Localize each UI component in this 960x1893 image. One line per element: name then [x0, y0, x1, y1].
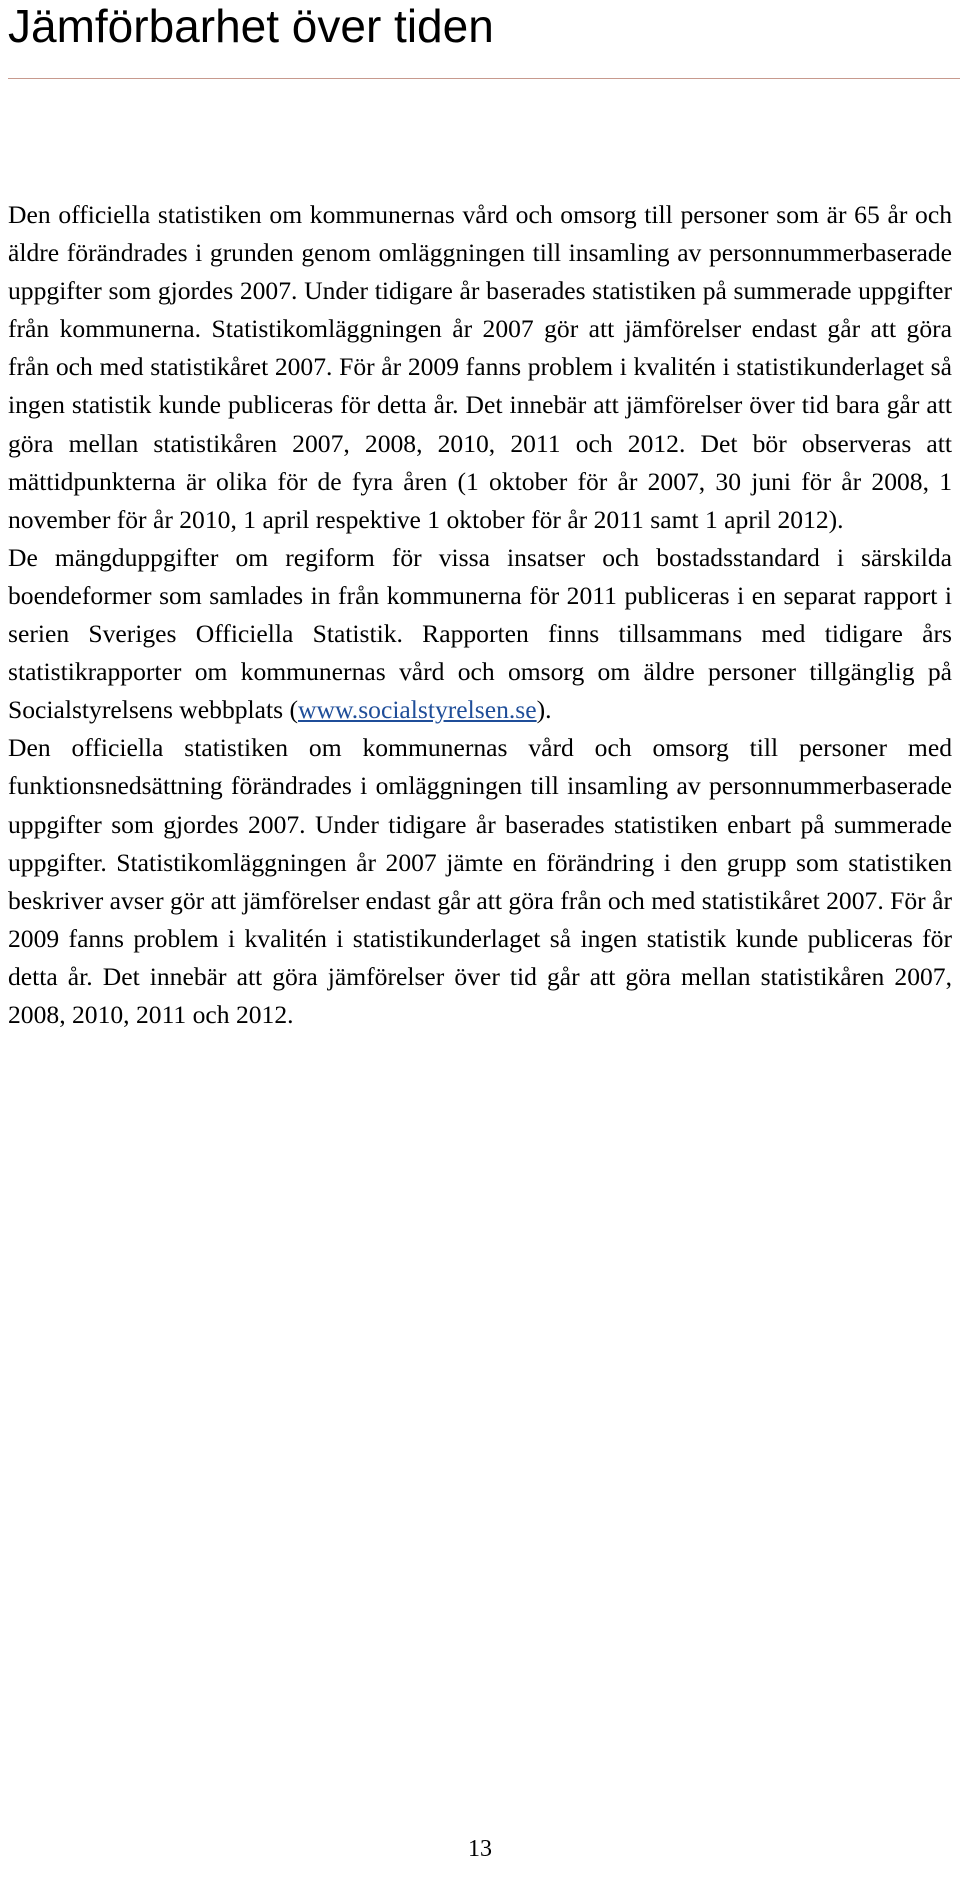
paragraph-elderly-care: Den officiella statistiken om kommunernas vård och omsorg till personer som är 65 år och äldre förändrades i grunden genom omläggningen till insamling av personnummerbaserade uppgifter som gjordes 2007. Under tidigare år baserades statistiken på summerade uppgifter från kommunerna. Statistikomläggningen år 2007 gör att jämförelser endast går att göra från och med statistikåret 2007. För år 2009 fanns problem i kvalitén i statistikunderlaget så ingen statistik kunde publiceras för detta år. Det innebär att jämförelser över tid bara går att göra mellan statistikåren 2007, 2008, 2010, 2011 och 2012. Det bör observeras att mättidpunkterna är olika för de fyra åren (1 oktober för år 2007, 30 juni för år 2008, 1 november för år 2010, 1 april respektive 1 oktober för år 2011 samt 1 april 2012).: [8, 200, 952, 534]
heading-divider: [8, 78, 960, 79]
paragraph-regiform: [8, 539, 952, 729]
page-number: 13: [468, 1836, 492, 1862]
paragraph-disability-care: Den officiella statistiken om kommunernas vård och omsorg till personer med funktionsnedsättning förändrades i omläggningen till insamling av personnummerbaserade uppgifter som gjordes 2007. Under tidigare år baserades statistiken enbart på summerade uppgifter. Statistikomläggningen år 2007 jämte en förändring i den grupp som statistiken beskriver avser gör att jämförelser endast går att göra från och med statistikåret 2007. För år 2009 fanns problem i kvalitén i statistikunderlaget så ingen statistik kunde publiceras för detta år. Det innebär att göra jämförelser över tid går att göra mellan statistikåren 2007, 2008, 2010, 2011 och 2012.: [8, 733, 952, 1029]
socialstyrelsen-link[interactable]: www.socialstyrelsen.se: [298, 695, 537, 725]
page-title: Jämförbarhet över tiden: [8, 0, 494, 52]
paragraph-regiform-text: De mängduppgifter om regiform för vissa insatser och bostadsstandard i särskilda boendeformer som samlades in från kommunerna för 2011 publiceras i en separat rapport i serien Sveriges Officiella Statistik. Rapporten finns tillsammans med tidigare års statistikrapporter om kommunernas vård och omsorg om äldre personer tillgänglig på Socialstyrelsens webbplats (: [8, 542, 952, 725]
paragraph-regiform-end: ).: [536, 695, 552, 725]
body-text: [8, 196, 952, 1034]
